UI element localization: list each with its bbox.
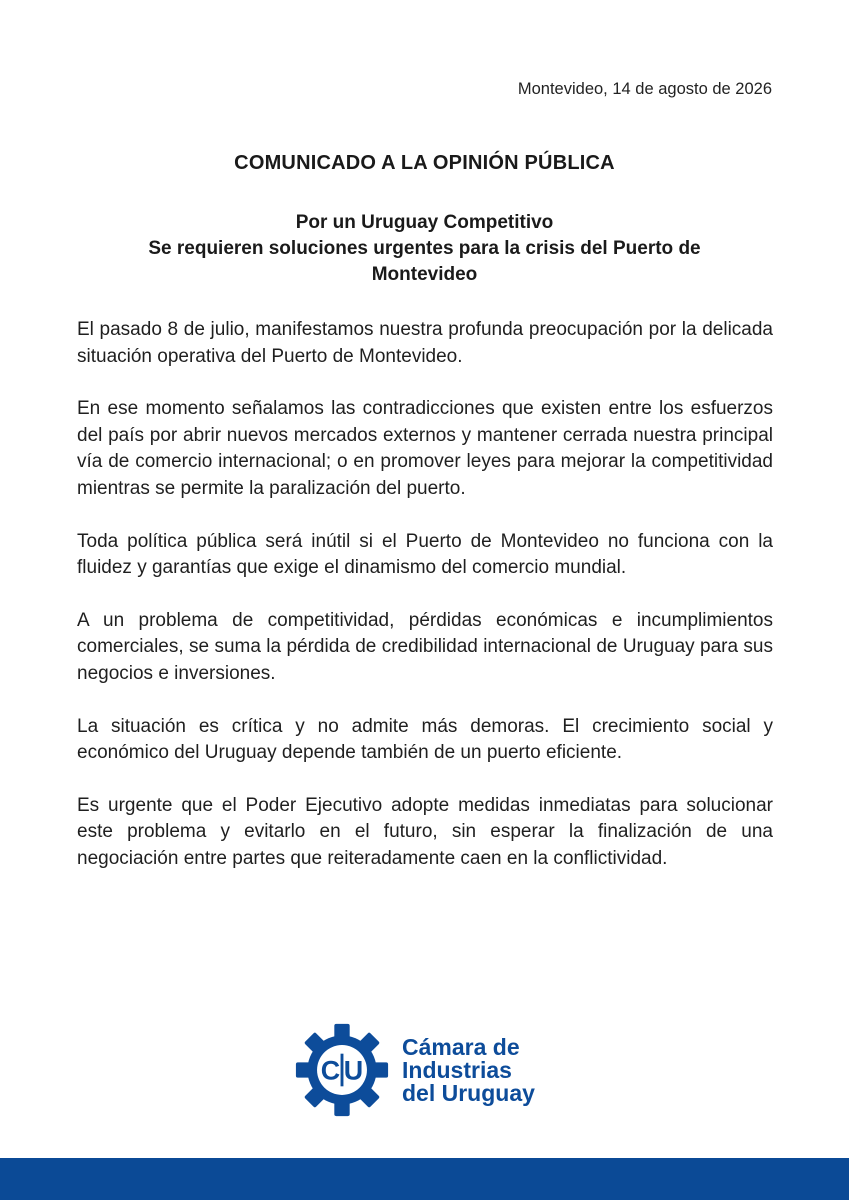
paragraph: El pasado 8 de julio, manifestamos nuestra profunda preocupación por la delicada situación operativa del Puerto de Montevideo. bbox=[77, 319, 773, 367]
document-body bbox=[77, 317, 773, 899]
paragraph: A un problema de competitividad, pérdidas económicas e incumplimientos comerciales, se suma la pérdida de credibilidad internacional de Uruguay para sus negocios e inversiones. bbox=[77, 609, 773, 684]
document-heading: COMUNICADO A LA OPINIÓN PÚBLICA bbox=[234, 152, 615, 174]
organization-name bbox=[402, 1033, 535, 1106]
paragraph: Es urgente que el Poder Ejecutivo adopte medidas inmediatas para solucionar este problema y evitarlo en el futuro, sin esperar la finalización de una negociación entre partes que reiteradamente caen en la conflictividad. bbox=[77, 794, 773, 869]
subtitle-line-1: Por un Uruguay Competitivo bbox=[295, 212, 554, 233]
logo-mark-u: U bbox=[343, 1055, 364, 1086]
footer-bar bbox=[0, 1158, 849, 1200]
organization-name-line-1: Cámara de bbox=[402, 1033, 520, 1060]
paragraph: La situación es crítica y no admite más demoras. El crecimiento social y económico del Uruguay depende también de un puerto eficiente. bbox=[77, 715, 773, 764]
organization-logo bbox=[294, 1022, 535, 1118]
subtitle-line-2: Se requieren soluciones urgentes para la crisis del Puerto de Montevideo bbox=[148, 238, 701, 285]
logo-mark-c: C bbox=[320, 1055, 341, 1086]
gear-icon bbox=[294, 1022, 390, 1118]
date-line: Montevideo, 14 de agosto de 2026 bbox=[517, 80, 772, 98]
organization-name-line-2: Industrias bbox=[402, 1056, 512, 1083]
paragraph: En ese momento señalamos las contradicciones que existen entre los esfuerzos del país por abrir nuevos mercados externos y mantener cerrada nuestra principal vía de comercio internacional; o en promover leyes para mejorar la competitividad mientras se permite la paralización del puerto. bbox=[77, 398, 773, 499]
document-subtitle bbox=[100, 210, 749, 288]
organization-name-line-3: del Uruguay bbox=[402, 1079, 535, 1106]
paragraph: Toda política pública será inútil si el Puerto de Montevideo no funciona con la fluidez y garantías que exige el dinamismo del comercio mundial. bbox=[77, 530, 773, 579]
